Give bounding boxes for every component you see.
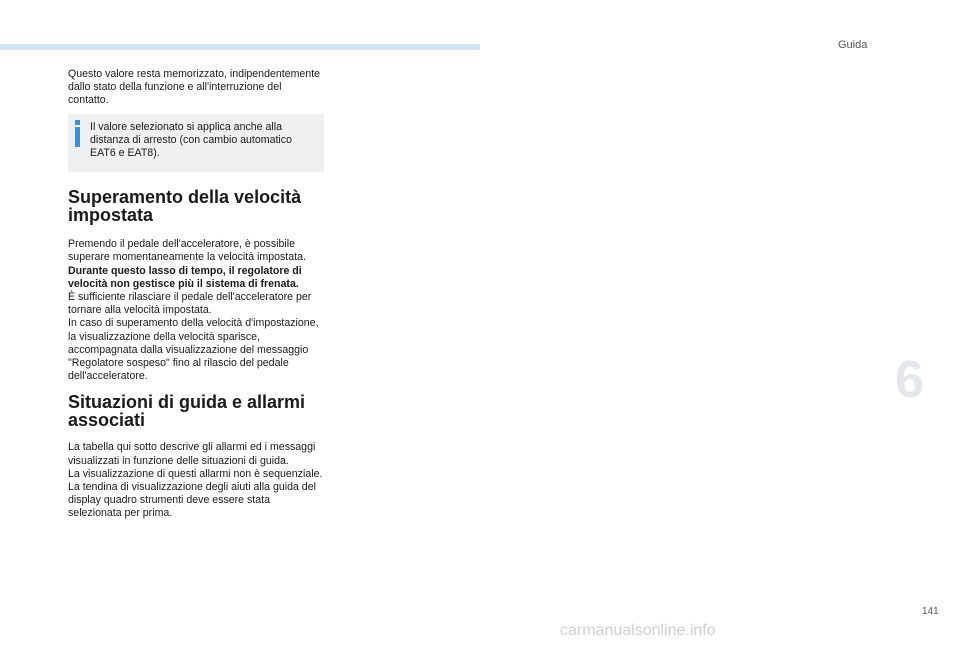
info-icon [75,120,81,150]
intro-paragraph: Questo valore resta memorizzato, indipendentemente dallo stato della funzione e all'interruzione del contatto. [68,68,321,107]
page-number: 141 [922,606,939,617]
paragraph: Premendo il pedale dell'acceleratore, è possibile superare momentaneamente la velocità impostata. [68,238,306,264]
watermark: carmanualsonline.info [560,622,716,639]
section-heading-driving-situations: Situazioni di guida e allarmi associati [68,392,306,431]
bold-paragraph [68,265,324,291]
section-heading-speed-exceed: Superamento della velocità impostata [68,187,302,226]
paragraph: È sufficiente rilasciare il pedale dell'acceleratore per tornare alla velocità impostata. [68,291,312,317]
section-label: Guida [838,39,868,51]
paragraph: La tabella qui sotto descrive gli allarmi ed i messaggi visualizzati in funzione delle situazioni di guida. [68,441,316,467]
info-note [68,114,324,173]
note-text: Il valore selezionato si applica anche alla distanza di arresto (con cambio automatico EAT6 e EAT8). [90,120,292,160]
paragraph: In caso di superamento della velocità d'impostazione, la visualizzazione della velocità sparisce, accompagnata dalla visualizzazione del messaggio "Regolatore sospeso" fino al rilascio del pedale dell'acceleratore. [68,317,319,383]
top-accent-bar [0,44,480,50]
paragraph: La tendina di visualizzazione degli aiuti alla guida del display quadro strumenti deve essere stata selezionata per prima. [68,481,316,520]
text-column [68,68,324,521]
chapter-number: 6 [895,351,924,409]
bold-text: Durante questo lasso di tempo, il regolatore di velocità non gestisce più il sistema di frenata. [68,264,302,290]
paragraph: La visualizzazione di questi allarmi non è sequenziale. [68,467,323,480]
